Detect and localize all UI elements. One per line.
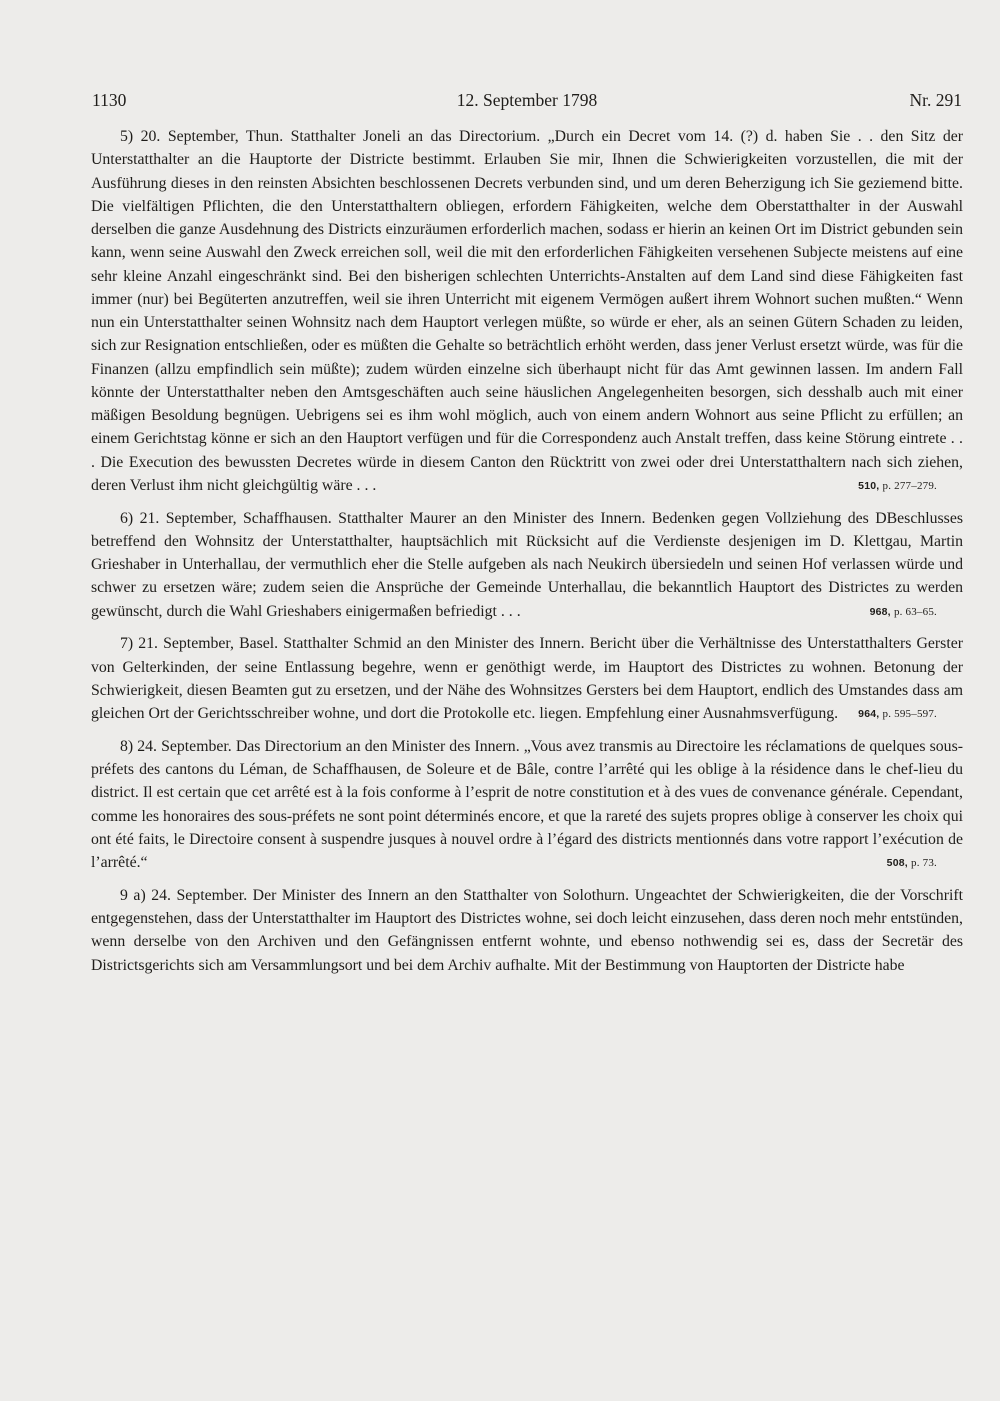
document-number: Nr. 291	[909, 90, 962, 110]
entry-text: 9 a) 24. September. Der Minister des Innern an den Statthalter von Solothurn. Ungeachtet der Schwierigkeiten, die der Vorschrift entgegenstehen, dass der Unterstatthalter im Hauptort des Districtes wohne, sei doch leicht einzusehen, dass deren noch mehr entstünden, wenn derselbe von den Archiven und den Gefängnissen entfernt wohnte, und ebenso nothwendig sei es, dass der Secretär des Districtsgerichts sich am Versammlungsort und bei dem Archiv aufhalte. Mit der Bestimmung von Hauptorten der Districte habe	[91, 886, 963, 974]
reference-volume: 510,	[858, 479, 880, 492]
page-number: 1130	[92, 90, 127, 110]
entry-text: 8) 24. September. Das Directorium an den Minister des Innern. „Vous avez transmis au Directoire les réclamations de quelques sous-préfets des cantons du Léman, de Schaffhausen, de Soleure et de Bâle, contre l’arrêté qui les oblige à la résidence dans le chef-lieu du district. Il est certain que cet arrêté est à la fois conforme à l’esprit de notre constitution et à des vues de convenance générale. Cependant, comme les honoraires des sous-préfets ne sont point déterminés encore, et que la rareté des sujets propres oblige à conserver les choix qui ont été faits, le Directoire consent à suspendre jusques à nouvel ordre à l’égard des districts mentionnés dans votre rapport l’exécution de l’arrêté.“	[91, 737, 963, 871]
archive-reference	[858, 475, 937, 498]
reference-volume: 964,	[858, 708, 880, 720]
entry-6	[91, 507, 963, 624]
page-header	[92, 90, 962, 114]
page-body	[91, 125, 963, 985]
entry-8	[91, 735, 963, 876]
entry-7	[91, 632, 963, 726]
reference-pages: p. 73.	[911, 857, 937, 869]
entry-text: 5) 20. September, Thun. Statthalter Joneli an das Directorium. „Durch ein Decret vom 14. (?) d. haben Sie . . den Sitz der Unterstatthalter an die Hauptorte der Districte bestimmt. Erlauben Sie mir, Ihnen die Schwierigkeiten vorzustellen, die mit der Ausführung dieses in den reinsten Absichten beschlossenen Decrets verbunden sind, und um deren Beherzigung ich Sie geziemend bitte. Die vielfältigen Pflichten, die den Unterstatthaltern obliegen, erfordern Fähigkeiten, welche dem Oberstatthalter in der Auswahl derselben die ganze Ausdehnung des Districts einzuräumen erforderlich machen, sodass er hierin an keinen Ort im District gebunden sein kann, wenn seine Auswahl den Zweck erreichen soll, weil die mit den erforderlichen Fähigkeiten versehenen Subjecte meistens auf eine sehr kleine Anzahl eingeschränkt sind. Bei den bisherigen schlechten Unterrichts-Anstalten auf dem Land sind diese Fähigkeiten fast immer (nur) bei Begüterten anzutreffen, weil sie ihren Unterricht mit eigenem Vermögen außert ihrem Wohnort suchen mußten.“ Wenn nun ein Unterstatthalter seinen Wohnsitz nach dem Hauptort verlegen müßte, so würde er eher, als an seinen Gütern Schaden zu leiden, sich zur Resignation entschließen, oder es müßten die Gehalte so beträchtlich erhöht werden, dass jener Verlust ersetzt würde, was für die Finanzen (allzu empfindlich sein müßte); zudem würden einzelne sich überhaupt nicht für das Amt gewinnen lassen. Im andern Fall könnte der Unterstatthalter neben den Amtsgeschäften auch seine häuslichen Angelegenheiten besorgen, sich desshalb auch mit einer mäßigen Besoldung begnügen. Uebrigens sei es ihm wohl möglich, auch von einem andern Wohnort aus seine Pflicht zu erfüllen; an einem Gerichtstag könne er sich an den Hauptort verfügen und für die Correspondenz auch Anstalt treffen, dass keine Störung eintrete . . . Die Execution des bewussten Decretes würde in diesem Canton den Rücktritt von zwei oder drei Unterstatthaltern nach sich ziehen, deren Verlust ihm nicht gleichgültig wäre . . .	[91, 128, 963, 494]
archive-reference	[870, 601, 937, 624]
reference-volume: 508,	[886, 857, 908, 869]
entry-5	[91, 125, 963, 498]
archive-reference	[887, 852, 937, 875]
reference-volume: 968,	[869, 605, 891, 618]
archive-reference	[858, 703, 937, 726]
entry-9a	[91, 884, 963, 977]
entry-text: 6) 21. September, Schaffhausen. Statthalter Maurer an den Minister des Innern. Bedenken gegen Vollziehung des DBeschlusses betreffend den Wohnsitz der Unterstatthalter, hauptsächlich mit Rücksicht auf die Verdienste desjenigen im D. Klettgau, Martin Grieshaber in Unterhallau, der vermuthlich eher die Stelle aufgeben als nach Neukirch übersiedeln und seinen Hof verlassen würde und schwer zu ersetzen wäre; zudem seien die Ansprüche der Gemeinde Unterhallau, die bekanntlich Hauptort des Districtes zu werden gewünscht, durch die Wahl Grieshabers einigermaßen befriedigt . . .	[91, 509, 963, 620]
entry-text: 7) 21. September, Basel. Statthalter Schmid an den Minister des Innern. Bericht über die Verhältnisse des Unterstatthalters Gerster von Gelterkinden, der seine Entlassung begehre, wenn er genöthigt werde, im Hauptort des Districtes zu wohnen. Betonung der Schwierigkeit, diesen Beamten gut zu ersetzen, und der Nähe des Wohnsitzes Gersters bei dem Hauptort, endlich des Umstandes dass am gleichen Ort der Gerichtsschreiber wohne, und dort die Protokolle etc. liegen. Empfehlung einer Ausnahmsverfügung.	[91, 635, 963, 722]
page-date: 12. September 1798	[456, 90, 598, 110]
reference-pages: p. 595–597.	[882, 708, 937, 720]
reference-pages: p. 63–65.	[893, 605, 937, 618]
reference-pages: p. 277–279.	[882, 479, 937, 492]
